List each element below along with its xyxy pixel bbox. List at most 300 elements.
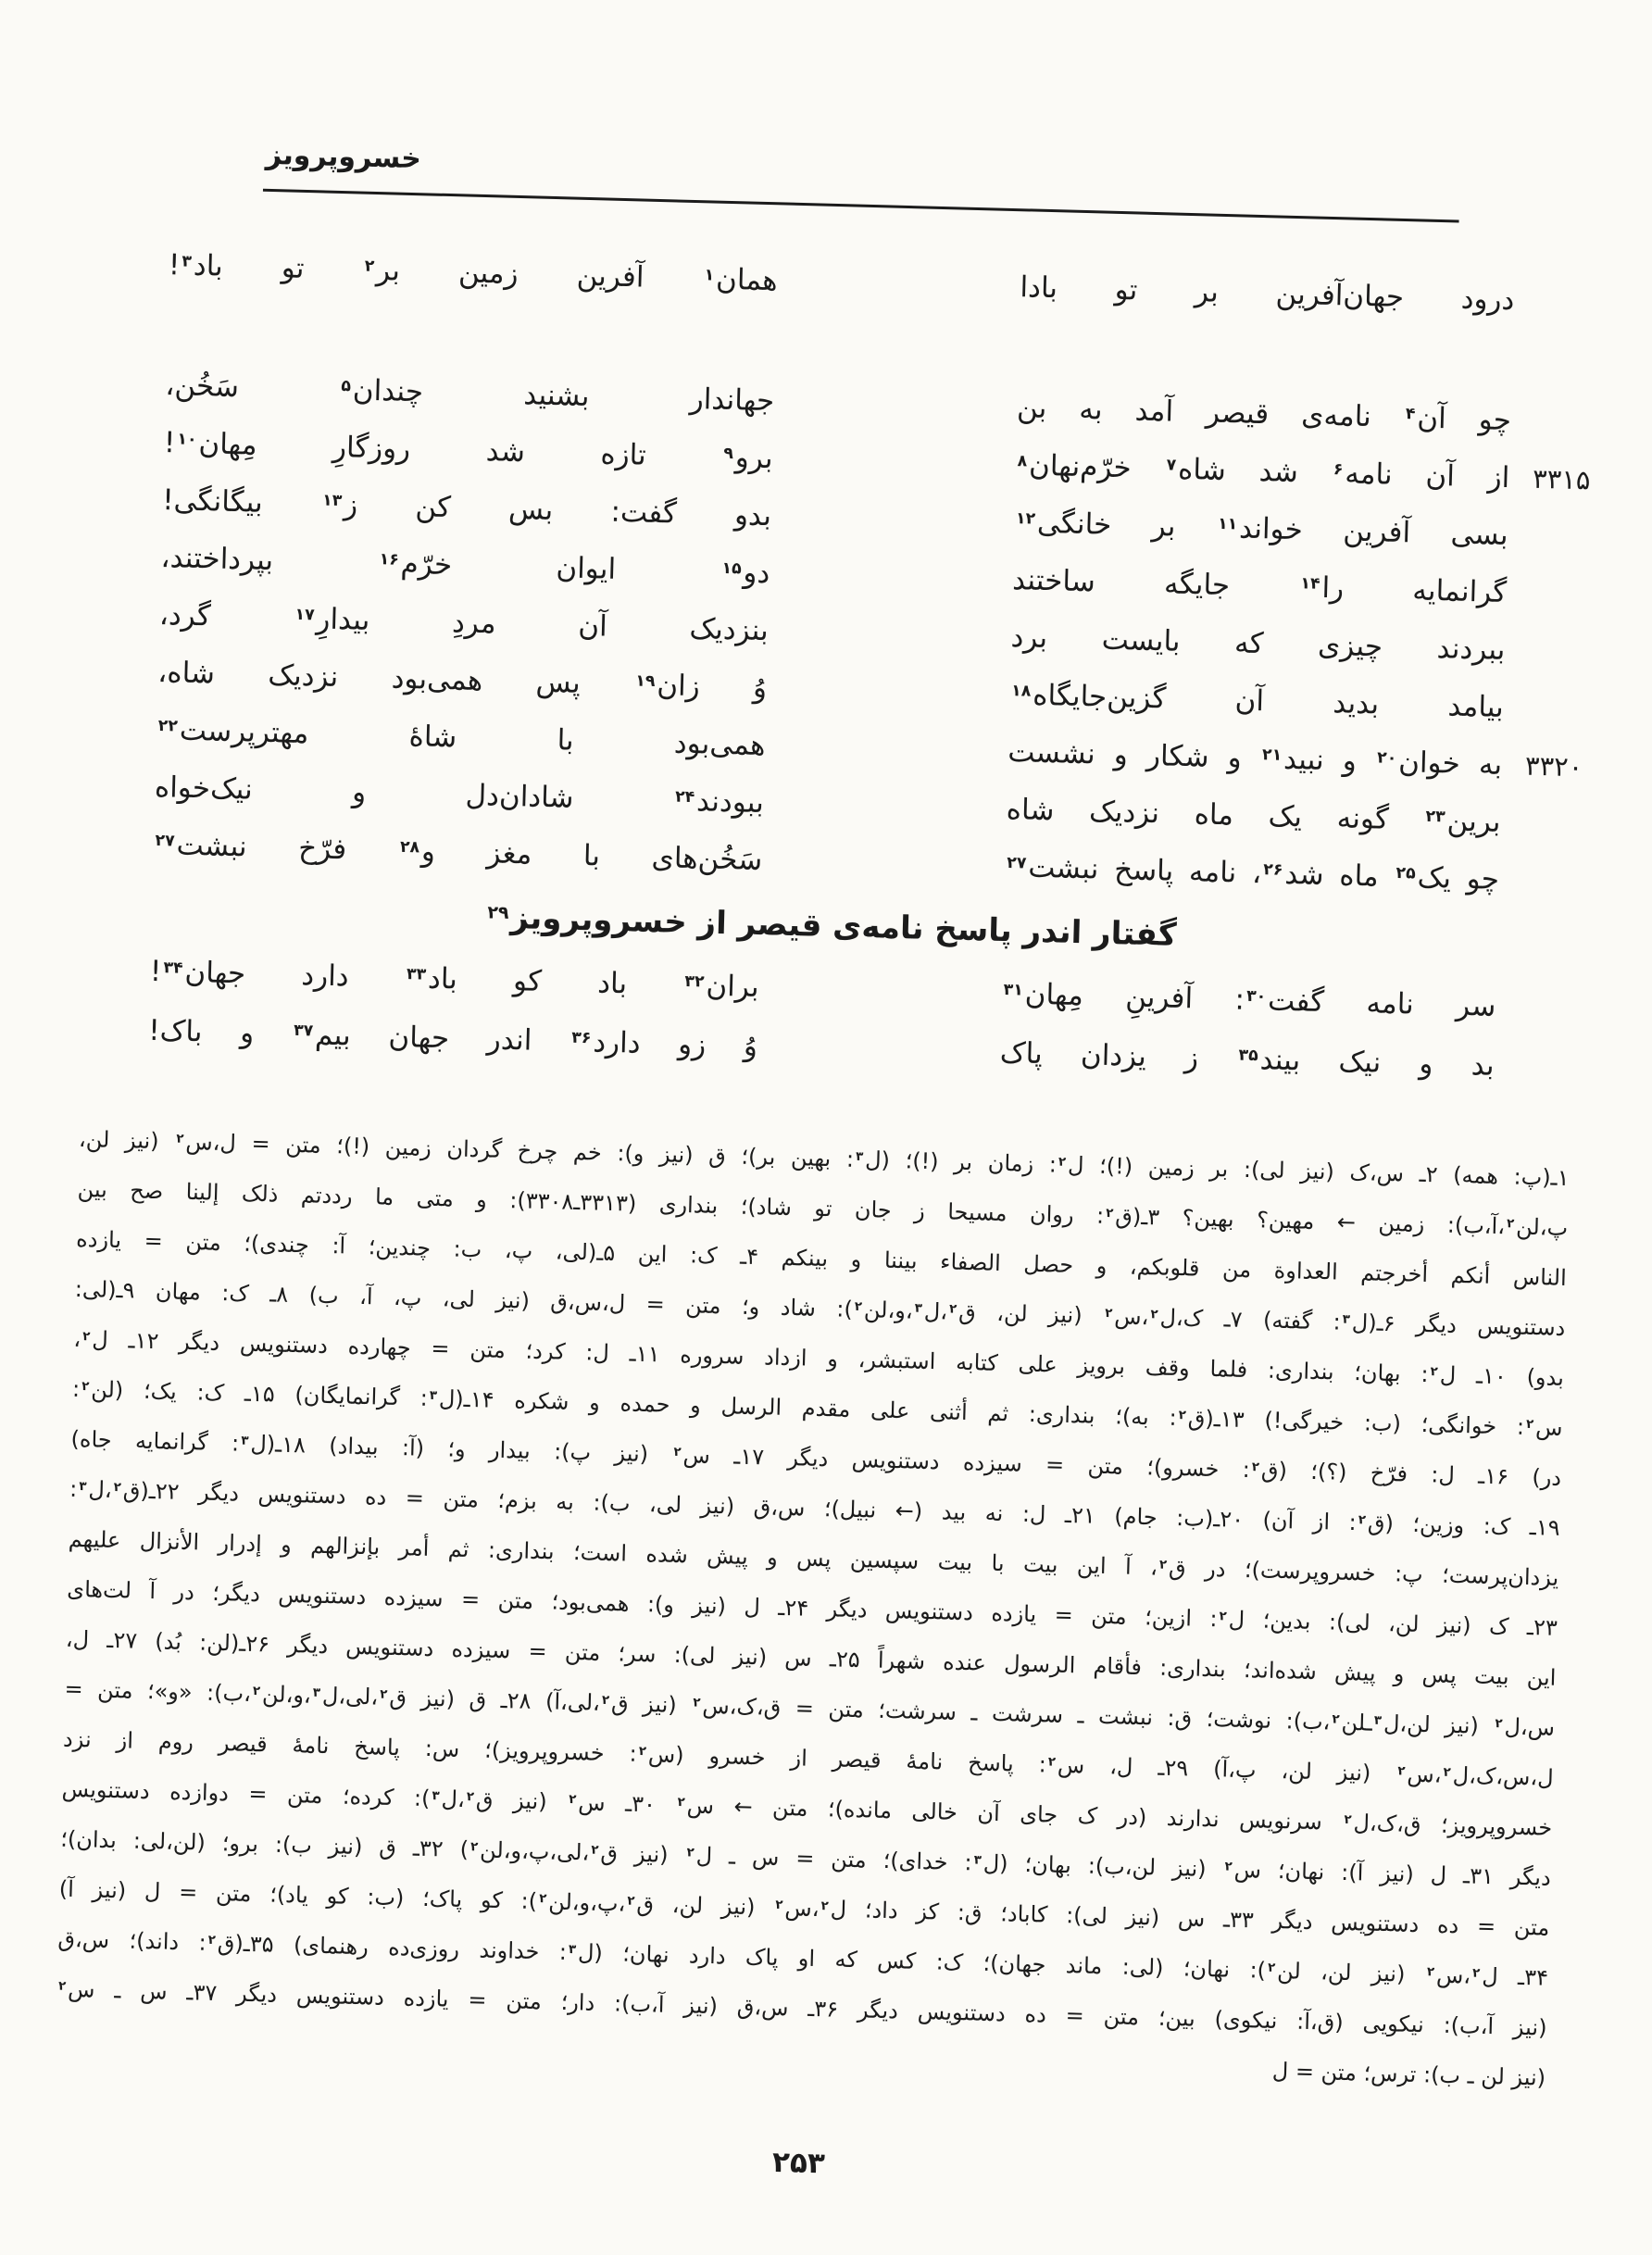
verse-word: بر <box>1194 275 1220 309</box>
verse-number <box>1506 632 1609 634</box>
footnote-marker: ۳۰ <box>1245 987 1267 1007</box>
verse-word: شد <box>1258 455 1299 490</box>
verse-word: بیگانگی! <box>161 483 264 520</box>
footnote-marker: ۳ <box>914 1301 923 1317</box>
footnote-marker: ۲۹ <box>487 902 509 924</box>
footnote-marker: ۲ <box>364 257 375 277</box>
verse-word: نامه <box>1188 855 1237 890</box>
footnote-marker: ۲۱ <box>1261 745 1283 766</box>
verse-row <box>168 246 1619 321</box>
apparatus-line: ۱ـ(پ: همه) ۲ـ س،ک (نیز لی): بر زمین (!)؛ ل$^۲$: زمان بر (!)؛ (ل$^۳$: بهین بر)؛ ق (نیز و): خم چرخ گردان زمین (!)؛ متن = ل،س$^۲$ (نیز لن، <box>78 1125 1570 1192</box>
verse-number <box>1495 1047 1598 1050</box>
hemistich-second <box>149 953 759 1006</box>
verse-word: آن <box>1425 458 1456 494</box>
verse-row <box>149 953 1600 1028</box>
verse-word: گفت: <box>610 495 678 531</box>
verse-word: بیامد <box>1447 689 1505 724</box>
hemistich-second <box>165 367 775 420</box>
column-gutter <box>764 784 1007 791</box>
column-gutter <box>768 670 1010 676</box>
footnote-marker: ۲ <box>1047 1755 1057 1771</box>
verse-word: گفت$^{۳۰}$: <box>1234 983 1325 1020</box>
verse-word: جهان$^{۳۴}$! <box>149 954 246 991</box>
apparatus-line: ۳۴ـ ل$^۲$،س$^۲$ (نیز لن، لن$^۲$): نهان؛ (لی: ماند جهان)؛ ک: کس که او پاک دارد نهان؛ (ل$^۳$: خداوند روزی‌ده رهنمای) ۳۵ـ(ق$^۲$: داند)؛ س،ق <box>57 1925 1549 1991</box>
hemistich-second <box>160 539 770 592</box>
verse-word: گرانمایه <box>1411 573 1508 610</box>
verse-word: خرّم$^{۱۶}$ <box>379 546 453 583</box>
footnote-marker: ۲۷ <box>1006 854 1027 873</box>
verse-word: جهان‌آفرین <box>1275 277 1405 315</box>
verse-word: مردِ <box>451 606 497 641</box>
apparatus-line: در) ۱۶ـ ل: فرّخ (؟)؛ (ق$^۲$: خسرو)؛ متن = سیزده دستنویس دیگر ۱۷ـ س$^۲$ (نیز پ): بیدار و؛ (آ: بیداد) ۱۸ـ(ل$^۳$: گرانمایه جاه) <box>70 1425 1562 1491</box>
footnote-marker: ۲ <box>1397 1764 1406 1779</box>
footnote-marker: ۲ <box>1495 1717 1503 1732</box>
footnote-marker: ۲۴ <box>674 787 695 808</box>
verse-word: دو$^{۱۵}$ <box>721 556 770 591</box>
footnote-marker: ۳ <box>312 1685 321 1701</box>
verse-word: روزگارِ <box>332 430 411 466</box>
footnote-marker: ۱ <box>704 266 715 285</box>
verse-word: پس <box>535 665 582 700</box>
verse-word: از <box>1487 460 1510 495</box>
footnote-marker: ۲ <box>1224 1860 1233 1875</box>
verse-word: با <box>582 839 601 873</box>
verse-word: دارد$^{۳۶}$ <box>570 1025 642 1060</box>
verse-row <box>148 1012 1599 1087</box>
verse-word: خوان$^{۲۰}$ <box>1376 745 1461 781</box>
footnote-marker: ۱۷ <box>294 606 315 625</box>
verse-word: کن <box>415 490 452 525</box>
verse-word: چیزی <box>1317 628 1383 664</box>
footnote-marker: ۳۵ <box>1238 1046 1259 1066</box>
footnote-marker: ۱۱ <box>1217 515 1238 534</box>
footnote-marker: ۳ <box>568 1943 577 1958</box>
footnote-marker: ۲ <box>1430 1365 1439 1380</box>
verse-word: بران$^{۳۲}$ <box>684 969 760 1005</box>
apparatus-line: یزدان‌پرست؛ پ: خسروپرست)؛ در ق$^۲$، آ این بیت با بیت سپسین پس و پیش شده است؛ بنداری: ثم أمر بإنزالهم و إدرار الأنزال علیهم <box>68 1525 1559 1591</box>
verse-word: بدید <box>1332 686 1380 721</box>
verse-word: پاک <box>999 1035 1044 1071</box>
footnote-marker: ۲۳ <box>1425 808 1446 827</box>
section-heading: گفتار اندر پاسخ نامه‌ی قیصر از خسروپرویز$^{۲۹}$ <box>487 899 1178 954</box>
footnote-marker: ۴ <box>1405 405 1416 424</box>
footnote-marker: ۳ <box>241 1434 249 1449</box>
verse-word: ز$^{۱۳}$ <box>321 488 358 522</box>
footnote-marker: ۵ <box>341 377 352 396</box>
hemistich-first <box>1017 389 1512 439</box>
header-rule <box>263 189 1459 223</box>
footnote-marker: ۳ <box>1342 1312 1351 1328</box>
apparatus-line: خسروپرویز؛ ق،ک،ل$^۲$ سرنویس ندارند (در ک جای آن خالی مانده)؛ متن ← س$^۲$ ۳۰ـ س$^۲$ (نیز ق$^۲$،ل$^۳$): کرده؛ متن = دوازده دستنویس <box>61 1775 1553 1841</box>
verse-word: نیک <box>1338 1045 1382 1080</box>
verse-word: همان$^۱$ <box>704 262 779 298</box>
verse-word: شاهٔ <box>408 720 457 755</box>
footnote-marker: ۲ <box>854 1300 863 1315</box>
verse-word: نزدیک <box>1088 795 1160 831</box>
column-gutter <box>770 555 1013 561</box>
verse-word: آن <box>577 608 608 644</box>
hemistich-second <box>153 826 763 879</box>
hemistich-first <box>1012 561 1508 611</box>
footnote-marker: ۲ <box>1332 1712 1340 1728</box>
footnote-marker: ۲ <box>627 1894 635 1910</box>
verse-word: و <box>351 775 367 809</box>
verse-word: که <box>1233 626 1265 661</box>
footnote-marker: ۲ <box>1344 1813 1352 1828</box>
footnote-marker: ۲ <box>569 1793 577 1808</box>
hemistich-first <box>1005 848 1500 898</box>
verse-word: ز <box>1183 1041 1199 1075</box>
footnote-marker: ۲ <box>1251 1460 1260 1475</box>
verse-word: اندر <box>486 1022 532 1058</box>
footnote-marker: ۳۶ <box>570 1029 592 1048</box>
column-gutter <box>775 382 1018 389</box>
verse-word: بدو <box>733 498 772 533</box>
footnote-marker: ۲ <box>693 1696 701 1710</box>
hemistich-first <box>1020 269 1515 319</box>
verse-word: بیند$^{۳۵}$ <box>1238 1043 1301 1078</box>
verse-word: ماه <box>1194 797 1234 833</box>
hemistich-second <box>155 769 765 821</box>
verse-word: نیک‌خواه <box>154 770 254 807</box>
footnote-marker: ۱۹ <box>635 671 656 692</box>
apparatus-line: (نیز آ،ب): نیکویی (ق،آ: نیکوی) بین؛ متن = ده دستنویس دیگر ۳۶ـ س،ق (نیز آ،ب): دار؛ متن = یازده دستنویس دیگر ۳۷ـ س ـ س$^۲$ <box>57 1975 1547 2041</box>
footnote-marker: ۲ <box>775 1898 783 1913</box>
verse-word: نبشت$^{۲۷}$ <box>155 828 248 864</box>
verse-word: چو <box>1466 862 1500 896</box>
running-title: خسروپرویز <box>265 138 422 176</box>
footnote-marker: ۲ <box>1426 1965 1435 1980</box>
verse-word: جایگه <box>1163 567 1231 603</box>
verse-number <box>1511 402 1615 405</box>
verse-word: بد <box>1471 1048 1496 1083</box>
hemistich-first <box>1007 733 1503 783</box>
footnote-marker: ۲ <box>1443 1765 1452 1781</box>
verse-word: مِهان$^{۳۱}$ <box>1003 977 1084 1013</box>
verse-number <box>1508 574 1611 577</box>
verse-word: آمد <box>1134 394 1174 429</box>
footnote-marker: ۳ <box>79 1480 87 1495</box>
footnote-marker: ۲ <box>1058 1155 1067 1171</box>
apparatus-line: س،ل$^۲$ (نیز لن،ل$^۳$ـلن$^۲$،ب): نوشت؛ ق: نبشت ـ سرشت ـ سرشت؛ متن = ق،ک،س$^۲$ (نیز ق$^۲$،لی،آ) ۲۸ـ ق (نیز ق$^۲$،لی،ل$^۳$،و،لن$^۲$،ب): «و»؛ متن = <box>64 1675 1556 1741</box>
footnote-marker: ۳ <box>855 1150 864 1165</box>
column-gutter <box>757 1028 1000 1034</box>
verse-word: بس <box>507 492 554 528</box>
verse-word: به <box>1078 392 1104 427</box>
hemistich-second <box>158 596 769 649</box>
verse-word: یک <box>1268 799 1303 834</box>
footnote-marker: ۲ <box>113 1481 122 1496</box>
hemistich-second <box>168 246 778 299</box>
verse-word: قیصر <box>1205 395 1270 432</box>
footnote-marker: ۲ <box>1219 1610 1228 1624</box>
verse-word: آفرین <box>576 258 645 294</box>
apparatus-line: ۲۳ـ ک (نیز لن، لی): بدین؛ ل$^۲$: ازین؛ متن = یازده دستنویس دیگر ۲۴ـ ل (نیز و): همی‌بود؛ متن = سیزده دستنویس دیگر؛ در آ لت‌های <box>67 1575 1558 1641</box>
verse-number <box>1499 861 1603 864</box>
footnote-marker: ۲ <box>1178 1409 1187 1423</box>
hemistich-second <box>163 424 773 477</box>
verse-word: تو <box>1114 272 1138 307</box>
verse-word: با <box>557 723 575 758</box>
verse-word: برو$^۹$ <box>723 441 774 476</box>
apparatus-line: ل،س،ک،ل$^۲$،س$^۲$ (نیز لن، پ،آ) ۲۹ـ ل، س$^۲$: پاسخ نامهٔ قیصر از خسرو (س$^۲$: خسروپرویز)؛ س: پاسخ نامهٔ قیصر روم از نزد <box>62 1725 1554 1791</box>
verse-word: تازه <box>600 437 647 472</box>
verse-word: مغز <box>486 836 532 871</box>
footnote-marker: ۲ <box>1267 1961 1276 1976</box>
footnote-marker: ۲ <box>1506 1217 1515 1232</box>
footnote-marker: ۲ <box>1104 1307 1113 1322</box>
verse-word: بایست <box>1101 622 1182 658</box>
verse-word: گونه <box>1336 801 1390 836</box>
footnote-marker: ۳ <box>1373 1714 1383 1729</box>
verse-word: آفرین <box>1342 514 1411 550</box>
footnote-marker: ۲ <box>176 1132 184 1147</box>
footnote-marker: ۲ <box>1158 1558 1168 1573</box>
verse-word: وُ <box>752 670 768 706</box>
verse-word: ماه <box>1338 858 1380 894</box>
apparatus-line: الناس أنکم أخرجتم العداوة من قلوبکم، و حصل الصفاء بیننا و بینکم ۴ـ ک: این ۵ـ(لی، پ، ب: چندین؛ آ: چندی)؛ متن = یازده <box>75 1225 1568 1291</box>
verse-word: یزدان <box>1080 1038 1147 1074</box>
verse-word: نبشت$^{۲۷}$ <box>1006 850 1099 886</box>
verse-word: و <box>1342 744 1358 778</box>
verse-word: چندان$^۵$ <box>341 373 424 409</box>
verse-word: مهترپرست$^{۲۲}$ <box>157 713 309 751</box>
apparatus-line: س$^۲$: خوانگی؛ (ب: خیرگی!) ۱۳ـ(ق$^۲$: به)؛ بنداری: ثم أثنی علی مقدم الرسل و حمده و شکره ۱۴ـ(ل$^۳$: گرانمایگان) ۱۵ـ ک: یک؛ (لن$^۲$: <box>71 1375 1563 1441</box>
verse-word: را$^{۱۴}$ <box>1300 570 1345 606</box>
footnote-marker: ۲ <box>820 1899 829 1914</box>
verse-word: جهان <box>388 1020 450 1056</box>
footnote-marker: ۱۲ <box>1015 509 1036 530</box>
verse-word: و <box>1419 1046 1433 1082</box>
verse-word: بیدارِ$^{۱۷}$ <box>294 602 370 637</box>
footnote-marker: ۲ <box>252 1685 261 1699</box>
footnote-marker: ۳ <box>429 1389 438 1404</box>
footnote-marker: ۲ <box>380 1687 388 1703</box>
column-gutter <box>778 262 1020 269</box>
verse-word: ببودند$^{۲۴}$ <box>674 784 765 821</box>
verse-word: گزین‌جایگاه$^{۱۸}$ <box>1010 678 1167 716</box>
footnote-marker: ۲ <box>538 1892 547 1907</box>
verse-word: شکار <box>1145 738 1210 774</box>
column-gutter <box>771 497 1014 504</box>
footnote-marker: ۲۸ <box>399 838 420 858</box>
footnote-marker: ۳ <box>432 1789 440 1804</box>
verse-number <box>1501 804 1605 807</box>
verse-word: شد <box>485 434 526 470</box>
verse-word: نامه‌ی <box>1300 398 1372 434</box>
footnote-marker: ۲ <box>1105 1207 1114 1221</box>
hemistich-first <box>1013 504 1508 554</box>
footnote-marker: ۲ <box>948 1302 957 1318</box>
verse-word: سر <box>1455 988 1496 1023</box>
verse-word: جهاندار <box>689 382 775 419</box>
verse-number <box>1504 689 1608 692</box>
verse-word: بپرداختند، <box>160 540 274 578</box>
footnote-marker: ۲۲ <box>157 717 179 736</box>
verse-word: شاه$^۷$ <box>1166 452 1227 488</box>
apparatus-line: این بیت پس و پیش شده‌اند؛ بنداری: فأقام الرسول عنده شهراً ۲۵ـ س (نیز لی): سر؛ متن = سیزده دستنویس دیگر ۲۶ـ(لن: بُد) ۲۷ـ ل، <box>65 1625 1557 1691</box>
footnote-marker: ۲۶ <box>1262 860 1283 881</box>
verse-word: مِهان$^{۱۰}$! <box>163 426 258 462</box>
verse-word: گرد، <box>158 597 212 633</box>
column-gutter <box>763 842 1006 848</box>
page-number: ۲۵۳ <box>771 2145 826 2181</box>
verse-word: بادا <box>1020 270 1058 306</box>
hemistich-first <box>1010 619 1506 669</box>
footnote-marker: ۱۸ <box>1010 682 1032 701</box>
verse-word: نشست <box>1007 735 1096 771</box>
column-gutter <box>773 440 1016 446</box>
verse-word: وُ <box>743 1029 758 1064</box>
verse-word: یک$^{۲۵}$ <box>1395 860 1452 896</box>
hemistich-second <box>156 711 766 764</box>
verse-word: آن$^۴$ <box>1405 401 1447 436</box>
verse-word: باد$^{۳۳}$ <box>406 961 458 996</box>
verse-word: ساختند <box>1011 563 1096 599</box>
footnote-marker: ۲ <box>207 1934 217 1948</box>
footnote-marker: ۱۳ <box>321 491 343 511</box>
verse-word: دارد <box>300 958 350 994</box>
verse-word: بن <box>1016 391 1047 425</box>
footnote-marker: ۲۰ <box>1376 748 1397 769</box>
hemistich-second <box>162 482 772 534</box>
verse-word: زو <box>677 1027 707 1062</box>
apparatus-line: دیگر ۳۱ـ ل (نیز آ): نهان؛ س$^۲$ (نیز لن،ب): بهان؛ (ل$^۳$: خدای)؛ متن = س ـ ل$^۲$ (نیز ق$^۲$،لی،پ،و،لن$^۲$) ۳۲ـ ق (نیز ب): برو؛ (لن،لی: بدان)؛ <box>59 1825 1552 1891</box>
verse-word: خرّم‌نهان$^۸$ <box>1017 448 1133 485</box>
column-gutter <box>769 612 1011 619</box>
footnote-marker: ۳۲ <box>684 972 705 992</box>
verse-word: همی‌بود <box>391 661 483 698</box>
verse-word: بسی <box>1450 517 1509 553</box>
column-gutter <box>766 727 1008 733</box>
verse-word: و$^{۲۸}$ <box>399 834 436 869</box>
footnote-marker: ۲ <box>81 1380 90 1395</box>
verse-word: چو <box>1478 403 1512 438</box>
verse-number <box>1496 988 1600 991</box>
verse-word: برد <box>1010 620 1048 656</box>
hemistich-second <box>157 654 768 707</box>
verse-word: نامه <box>1366 986 1415 1021</box>
verse-word: ایوان <box>555 551 617 586</box>
footnote-marker: ۱۵ <box>721 559 742 579</box>
verse-word: آن <box>1234 683 1265 719</box>
footnote-marker: ۱۴ <box>1300 574 1320 595</box>
verse-word: بنزدیک <box>689 611 770 648</box>
footnote-marker: ۳۴ <box>163 958 183 979</box>
footnote-marker: ۳۷ <box>293 1021 314 1041</box>
verse-word: و <box>1227 741 1243 775</box>
footnote-marker: ۲ <box>686 1846 695 1860</box>
verse-word: زمین <box>457 256 519 291</box>
critical-apparatus <box>55 1114 1570 2103</box>
footnote-marker: ۲ <box>591 1843 599 1859</box>
verse-number: ۳۳۲۰ <box>1524 749 1583 783</box>
footnote-marker: ۸ <box>1017 452 1028 471</box>
apparatus-line: ۱۹ـ ک: وزین؛ (ق$^۲$: از آن) ۲۰ـ(ب: جام) ۲۱ـ ل: نه بید (← نبیل)؛ س،ق (نیز لی، ب): به بزم؛ متن = ده دستنویس دیگر ۲۲ـ(ق$^۲$،ل$^۳$: <box>69 1475 1561 1541</box>
footnote-marker: ۲ <box>469 1840 479 1855</box>
footnote-marker: ۶ <box>1333 460 1344 480</box>
verse-word: نبید$^{۲۱}$ <box>1261 742 1325 777</box>
verse-word: کو <box>512 964 543 998</box>
apparatus-line: (نیز لن ـ ب): ترس؛ متن = ل <box>1271 2057 1546 2091</box>
hemistich-first <box>1006 791 1501 841</box>
footnote-marker: ۲ <box>466 1790 475 1805</box>
footnote-marker: ۲ <box>638 1745 647 1760</box>
verse-word: پاسخ <box>1113 853 1174 888</box>
verse-word: بر <box>1151 508 1176 544</box>
verse-word: و <box>1113 738 1129 772</box>
hemistich-first <box>1008 676 1504 726</box>
hemistich-first <box>1001 975 1496 1025</box>
footnote-marker: ۲ <box>677 1796 685 1810</box>
verse-word: به <box>1478 747 1503 782</box>
verse-word: همی‌بود <box>673 726 766 763</box>
footnote-marker: ۳ <box>181 252 193 272</box>
verse-word: شد$^{۲۶}$، <box>1251 856 1325 892</box>
verse-word: زان$^{۱۹}$ <box>635 669 701 704</box>
verse-word: خانگی$^{۱۲}$ <box>1015 506 1112 542</box>
column-gutter <box>759 969 1002 975</box>
apparatus-line: متن = ده دستنویس دیگر ۳۳ـ س (نیز لی): کاباد؛ ق: کز داد؛ ل$^۲$،س$^۲$ (نیز لن، ق$^۲$،پ،و،لن$^۲$): کو پاک؛ (ب: کو یاد)؛ متن = ل (نیز آ) <box>58 1875 1550 1941</box>
verse-number <box>1508 517 1612 520</box>
verse-word: شادان‌دل <box>465 778 575 815</box>
verse-word: سَخُن، <box>164 369 240 405</box>
footnote-marker: ۲ <box>1525 1418 1534 1433</box>
footnote-marker: ۳۱ <box>1003 981 1024 1000</box>
footnote-marker: ۲ <box>82 1330 91 1345</box>
verse-word: نامه$^۶$ <box>1333 457 1394 492</box>
verse-word: و <box>239 1016 255 1050</box>
footnote-marker: ۳۳ <box>406 965 427 984</box>
apparatus-line: دستنویس دیگر ۶ـ(ل$^۳$: گفته) ۷ـ ک،ل$^۲$،س$^۲$ (نیز لن، ق$^۲$،ل$^۳$،و،لن$^۲$): شاد و؛ متن = ل،س،ق (نیز لی، پ، آ، ب) ۸ـ ک: مهان ۹ـ(لی: <box>74 1275 1566 1341</box>
verse-word: نزدیک <box>267 658 339 695</box>
verse-word: خواند$^{۱۱}$ <box>1217 511 1304 547</box>
footnote-marker: ۹ <box>723 445 734 464</box>
footnote-marker: ۲ <box>601 1694 610 1709</box>
verse-word: بیم$^{۳۷}$ <box>293 1018 352 1053</box>
footnote-marker: ۱۰ <box>177 430 197 450</box>
footnote-marker: ۲ <box>1358 1513 1367 1528</box>
verse-word: تو <box>281 251 306 285</box>
verse-number <box>1515 282 1619 284</box>
verse-word: بشنید <box>522 378 591 414</box>
verse-word: باد$^۳$! <box>168 248 224 283</box>
footnote-marker: ۲ <box>1150 1308 1158 1322</box>
footnote-marker: ۷ <box>1166 456 1177 475</box>
footnote-marker: ۳ <box>973 1853 982 1868</box>
verse-word: بر$^۲$ <box>364 253 401 288</box>
verse-word: ببردند <box>1436 632 1506 668</box>
verse-word: فرّخ <box>297 831 347 867</box>
verse-word: باک! <box>147 1013 203 1049</box>
verse-word: آفرینِ <box>1124 980 1194 1016</box>
hemistich-first <box>999 1034 1495 1084</box>
hemistich-second <box>148 1012 758 1065</box>
verse-word: باد <box>596 966 628 1001</box>
verse-word: شاه <box>1006 792 1055 828</box>
verse-number: ۳۳۱۵ <box>1532 462 1591 496</box>
footnote-marker: ۲۷ <box>155 832 176 851</box>
apparatus-line: بدو) ۱۰ـ ل$^۲$: بهان؛ بنداری: فلما وقف برویز علی کتابه استبشر، و ازداد سروره ۱۱ـ ل: کرد؛ متن = چهارده دستنویس دیگر ۱۲ـ ل$^۲$، <box>73 1325 1565 1391</box>
apparatus-line: پ،لن$^۲$،آ،ب): زمین ← مهین؟ بهین؟ ۳ـ(ق$^۲$: روان مسیحا ز جان تو شاد)؛ بنداری (۳۳۱۳ـ۳۳۰۸): و متی ما رددتم ذلک إلینا صح بین <box>77 1175 1569 1242</box>
verse-word: شاه، <box>156 655 216 691</box>
footnote-marker: ۲ <box>1471 1966 1481 1982</box>
footnote-marker: ۲۵ <box>1395 864 1416 883</box>
footnote-marker: ۱۶ <box>379 550 400 570</box>
verse-word: درود <box>1460 282 1515 318</box>
footnote-marker: ۲ <box>57 1979 67 1995</box>
verse-word: برین$^{۲۳}$ <box>1425 804 1502 839</box>
